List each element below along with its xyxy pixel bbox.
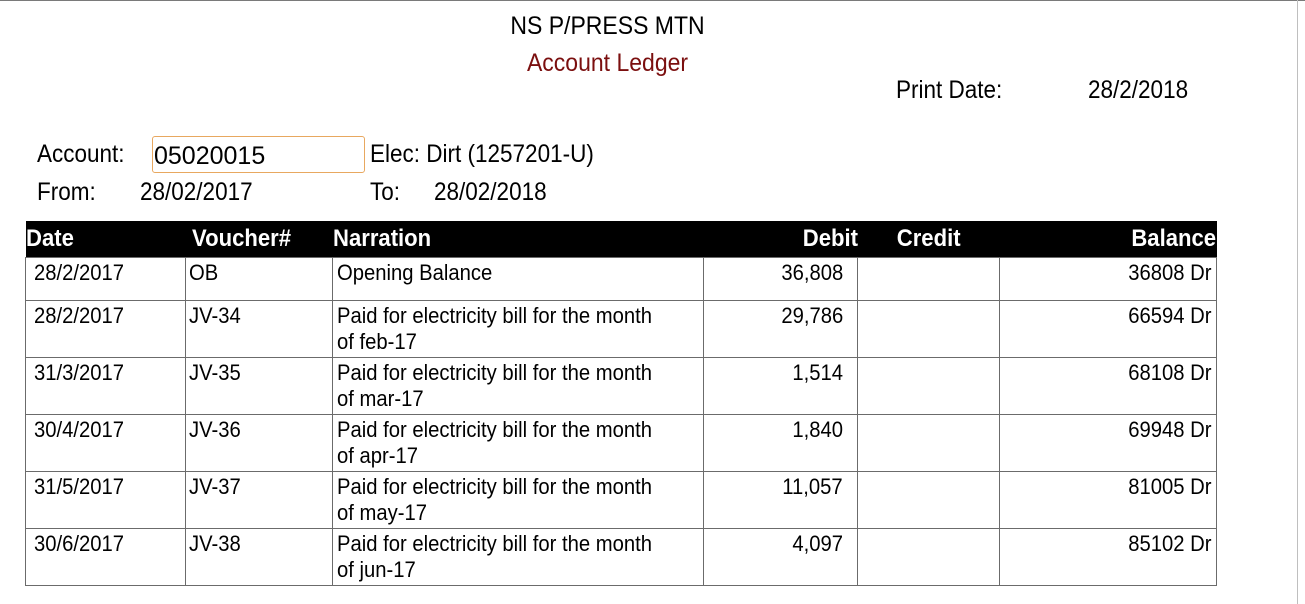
column-header-voucher: Voucher# <box>186 221 333 258</box>
cell-balance: 69948 Dr <box>1000 415 1217 472</box>
table-row <box>26 301 1217 358</box>
cell-credit <box>858 415 1000 472</box>
cell-debit: 4,097 <box>704 529 858 586</box>
cell-narration: Paid for electricity bill for the month of mar-17 <box>333 358 704 415</box>
cell-debit: 11,057 <box>704 472 858 529</box>
cell-narration: Paid for electricity bill for the month of may-17 <box>333 472 704 529</box>
table-row <box>26 358 1217 415</box>
cell-narration: Opening Balance <box>333 258 704 301</box>
table-row <box>26 472 1217 529</box>
cell-credit <box>858 258 1000 301</box>
table-row <box>26 529 1217 586</box>
cell-voucher: OB <box>186 258 333 301</box>
cell-debit: 29,786 <box>704 301 858 358</box>
cell-date: 31/5/2017 <box>26 472 186 529</box>
cell-debit: 1,840 <box>704 415 858 472</box>
cell-date: 28/2/2017 <box>26 301 186 358</box>
column-header-balance: Balance <box>1000 221 1217 258</box>
cell-narration: Paid for electricity bill for the month of apr-17 <box>333 415 704 472</box>
cell-credit <box>858 358 1000 415</box>
cell-narration: Paid for electricity bill for the month of feb-17 <box>333 301 704 358</box>
table-header-row <box>26 221 1217 258</box>
column-header-date: Date <box>26 221 186 258</box>
ledger-table <box>25 221 1217 586</box>
cell-credit <box>858 529 1000 586</box>
cell-credit <box>858 472 1000 529</box>
top-border <box>0 0 1305 1</box>
cell-balance: 66594 Dr <box>1000 301 1217 358</box>
cell-narration: Paid for electricity bill for the month of jun-17 <box>333 529 704 586</box>
cell-date: 28/2/2017 <box>26 258 186 301</box>
to-label: To: <box>370 178 401 206</box>
cell-date: 30/4/2017 <box>26 415 186 472</box>
column-header-narration: Narration <box>333 221 704 258</box>
cell-date: 30/6/2017 <box>26 529 186 586</box>
column-header-debit: Debit <box>704 221 858 258</box>
account-label: Account: <box>37 140 125 168</box>
from-date: 28/02/2017 <box>140 178 253 206</box>
cell-voucher: JV-38 <box>186 529 333 586</box>
cell-voucher: JV-34 <box>186 301 333 358</box>
company-name: NS P/PRESS MTN <box>510 12 705 40</box>
cell-balance: 36808 Dr <box>1000 258 1217 301</box>
report-title: Account Ledger <box>526 49 689 77</box>
cell-debit: 36,808 <box>704 258 858 301</box>
cell-credit <box>858 301 1000 358</box>
cell-voucher: JV-36 <box>186 415 333 472</box>
table-row <box>26 258 1217 301</box>
column-header-credit: Credit <box>858 221 1000 258</box>
cell-debit: 1,514 <box>704 358 858 415</box>
table-row <box>26 415 1217 472</box>
cell-balance: 85102 Dr <box>1000 529 1217 586</box>
cell-voucher: JV-37 <box>186 472 333 529</box>
account-input[interactable] <box>152 136 365 173</box>
cell-balance: 81005 Dr <box>1000 472 1217 529</box>
print-date-value: 28/2/2018 <box>1088 76 1189 104</box>
from-label: From: <box>37 178 96 206</box>
cell-date: 31/3/2017 <box>26 358 186 415</box>
right-border <box>1297 0 1298 604</box>
cell-voucher: JV-35 <box>186 358 333 415</box>
cell-balance: 68108 Dr <box>1000 358 1217 415</box>
account-name: Elec: Dirt (1257201-U) <box>370 140 594 168</box>
to-date: 28/02/2018 <box>434 178 547 206</box>
print-date-label: Print Date: <box>896 76 1003 104</box>
